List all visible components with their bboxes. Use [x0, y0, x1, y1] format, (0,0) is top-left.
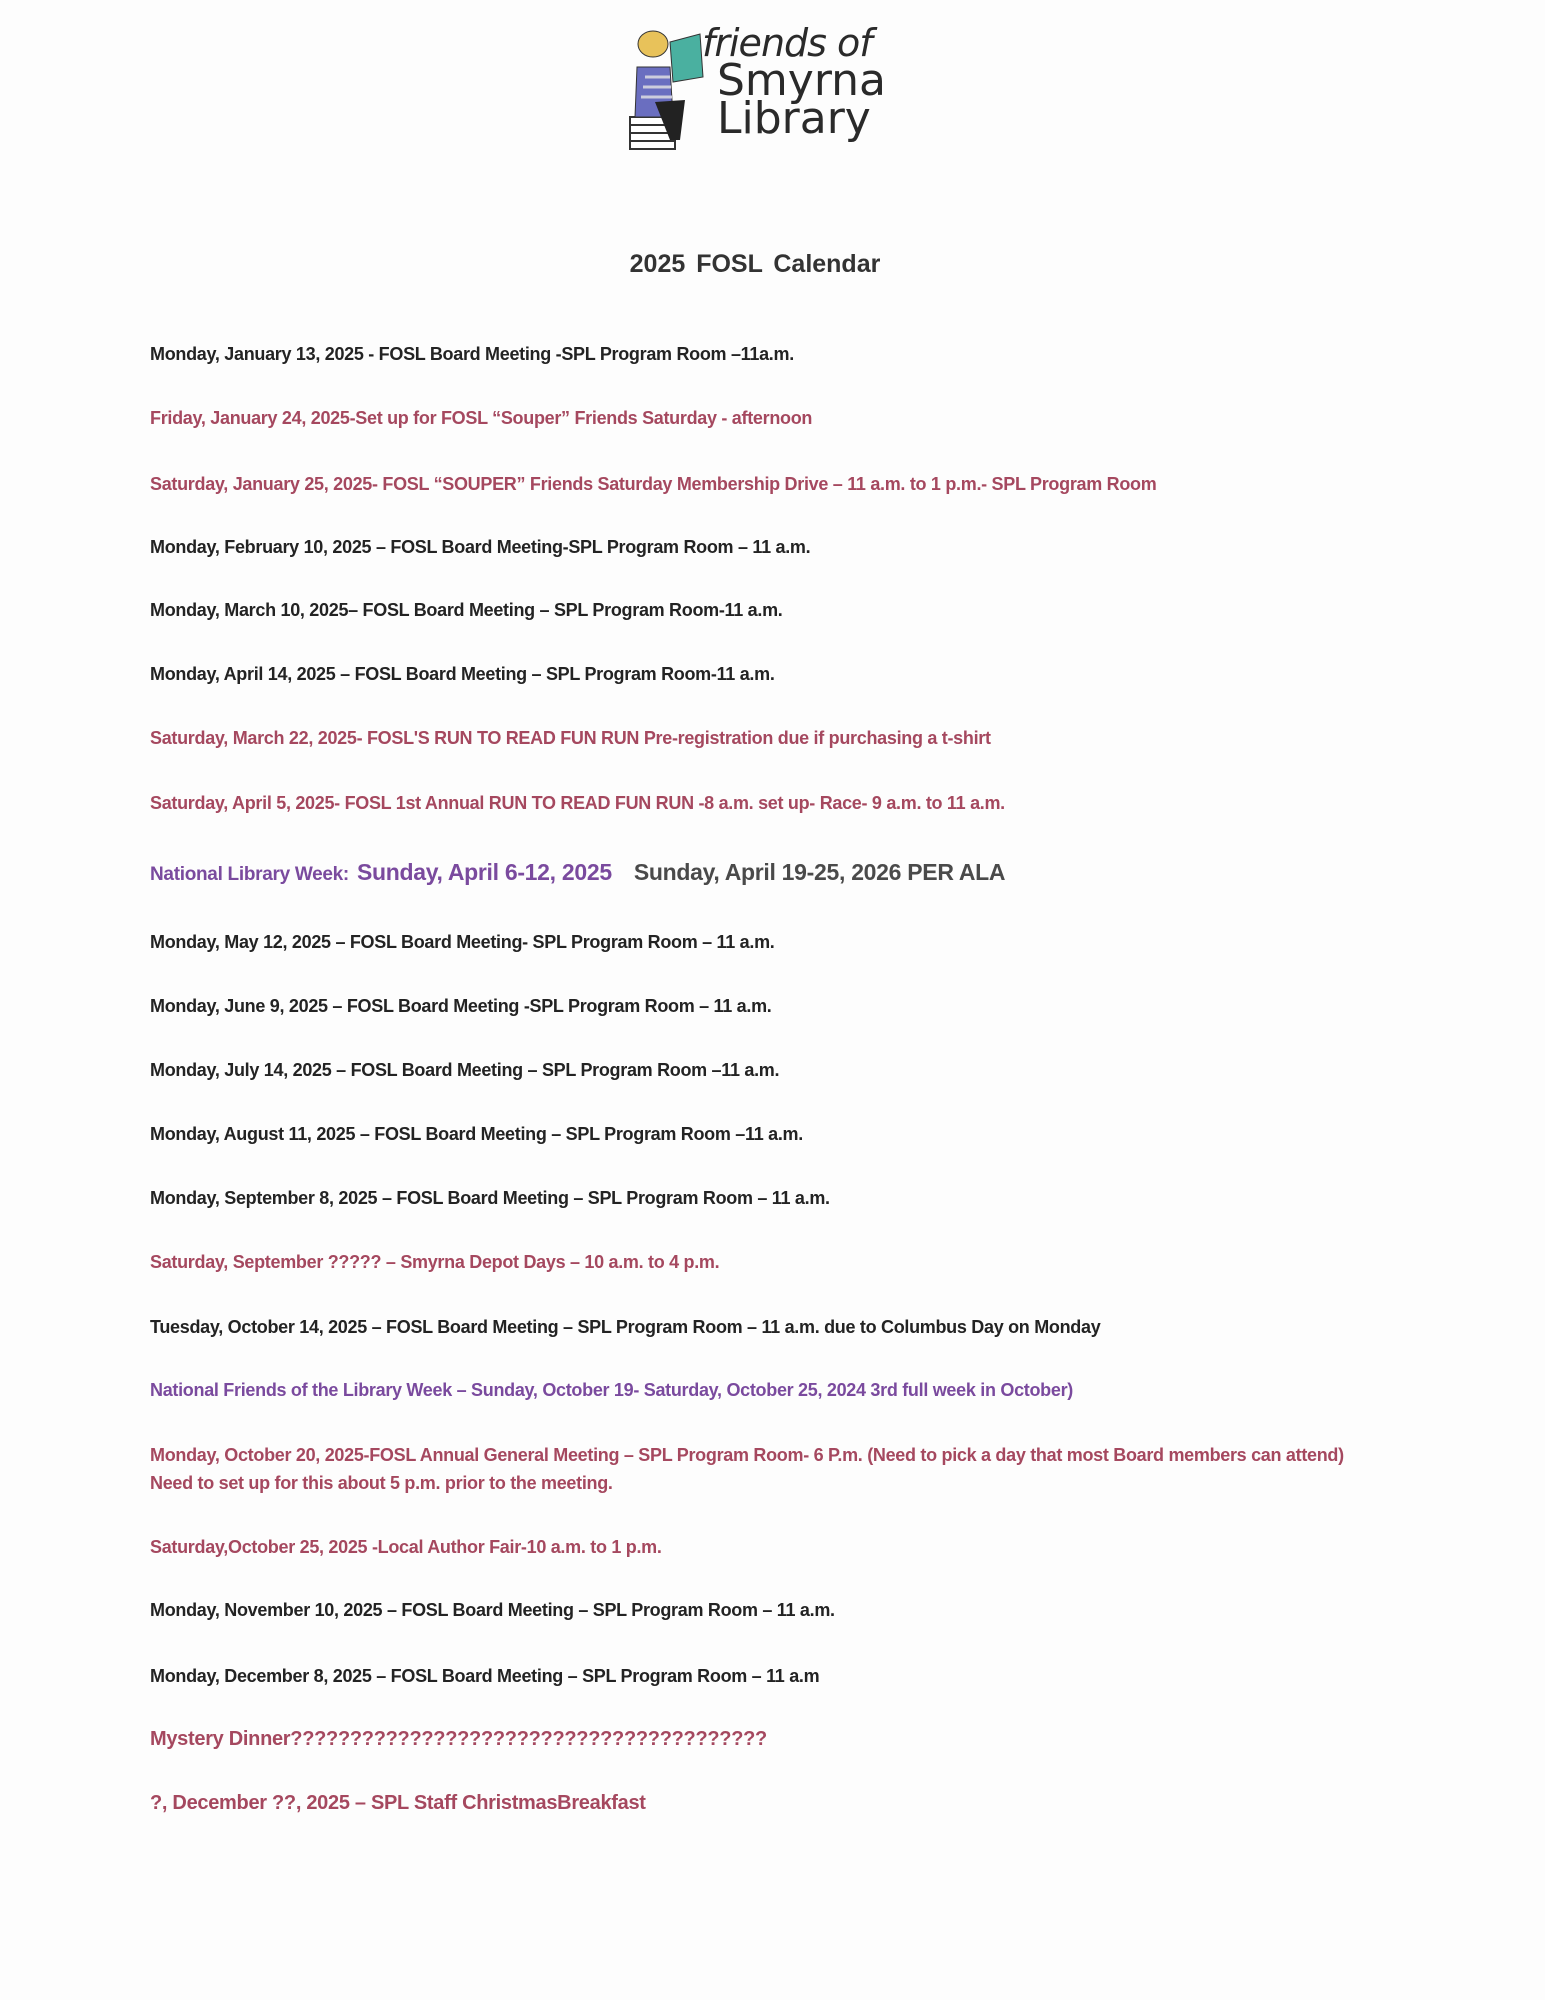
event-depot-days: Saturday, September ????? – Smyrna Depot Days – 10 a.m. to 4 p.m. — [150, 1252, 720, 1272]
event-dec-8: Monday, December 8, 2025 – FOSL Board Meeting – SPL Program Room – 11 a.m — [150, 1666, 820, 1686]
event-mystery-dinner: Mystery Dinner???????????????????????????????????????? — [150, 1728, 767, 1750]
event-christmas-breakfast: ?, December ??, 2025 – SPL Staff ChristmasBreakfast — [150, 1792, 646, 1814]
logo-text — [702, 21, 886, 144]
event-mar-10: Monday, March 10, 2025– FOSL Board Meeting – SPL Program Room-11 a.m. — [150, 600, 783, 620]
event-nov-10: Monday, November 10, 2025 – FOSL Board Meeting – SPL Program Room – 11 a.m. — [150, 1600, 835, 1620]
event-feb-10: Monday, February 10, 2025 – FOSL Board Meeting-SPL Program Room – 11 a.m. — [150, 537, 811, 557]
logo-line-2: Smyrna — [717, 55, 886, 106]
event-oct-25: Saturday,October 25, 2025 -Local Author Fair-10 a.m. to 1 p.m. — [150, 1537, 662, 1557]
event-oct-20: Monday, October 20, 2025-FOSL Annual General Meeting – SPL Program Room- 6 P.m. (Need to pick a day that most Board members can attend) Need to set up for this about 5 p.m. prior to the meeting. — [150, 1445, 1344, 1493]
event-mar-22: Saturday, March 22, 2025- FOSL'S RUN TO READ FUN RUN Pre-registration due if purchasing a t-shirt — [150, 728, 991, 748]
page-title: 2025 FOSL Calendar — [629, 250, 881, 278]
event-sep-8: Monday, September 8, 2025 – FOSL Board Meeting – SPL Program Room – 11 a.m. — [150, 1188, 830, 1208]
event-apr-14: Monday, April 14, 2025 – FOSL Board Meeting – SPL Program Room-11 a.m. — [150, 664, 775, 684]
event-jun-9: Monday, June 9, 2025 – FOSL Board Meeting -SPL Program Room – 11 a.m. — [150, 996, 772, 1016]
logo-line-1: friends of — [702, 21, 872, 65]
event-oct-14: Tuesday, October 14, 2025 – FOSL Board Meeting – SPL Program Room – 11 a.m. due to Columbus Day on Monday — [150, 1317, 1101, 1337]
nlw-2025: Sunday, April 6-12, 2025 — [356, 859, 612, 885]
event-jul-14: Monday, July 14, 2025 – FOSL Board Meeting – SPL Program Room –11 a.m. — [150, 1060, 780, 1080]
event-jan-25: Saturday, January 25, 2025- FOSL “SOUPER” Friends Saturday Membership Drive – 11 a.m. to 1 p.m.- SPL Program Room — [150, 474, 1157, 494]
logo-line-3: Library — [717, 93, 871, 144]
event-friends-week: National Friends of the Library Week – Sunday, October 19- Saturday, October 25, 2024 3rd full week in October) — [150, 1380, 1073, 1400]
event-jan-24: Friday, January 24, 2025-Set up for FOSL “Souper” Friends Saturday - afternoon — [150, 408, 813, 428]
event-may-12: Monday, May 12, 2025 – FOSL Board Meeting- SPL Program Room – 11 a.m. — [150, 932, 775, 952]
event-jan-13: Monday, January 13, 2025 - FOSL Board Meeting -SPL Program Room –11a.m. — [150, 344, 794, 364]
nlw-label: National Library Week: — [150, 864, 349, 885]
event-apr-5: Saturday, April 5, 2025- FOSL 1st Annual RUN TO READ FUN RUN -8 a.m. set up- Race- 9 a.m. to 11 a.m. — [150, 793, 1005, 813]
nlw-2026: Sunday, April 19-25, 2026 PER ALA — [633, 859, 1006, 885]
national-library-week — [150, 858, 1005, 889]
event-aug-11: Monday, August 11, 2025 – FOSL Board Meeting – SPL Program Room –11 a.m. — [150, 1124, 803, 1144]
